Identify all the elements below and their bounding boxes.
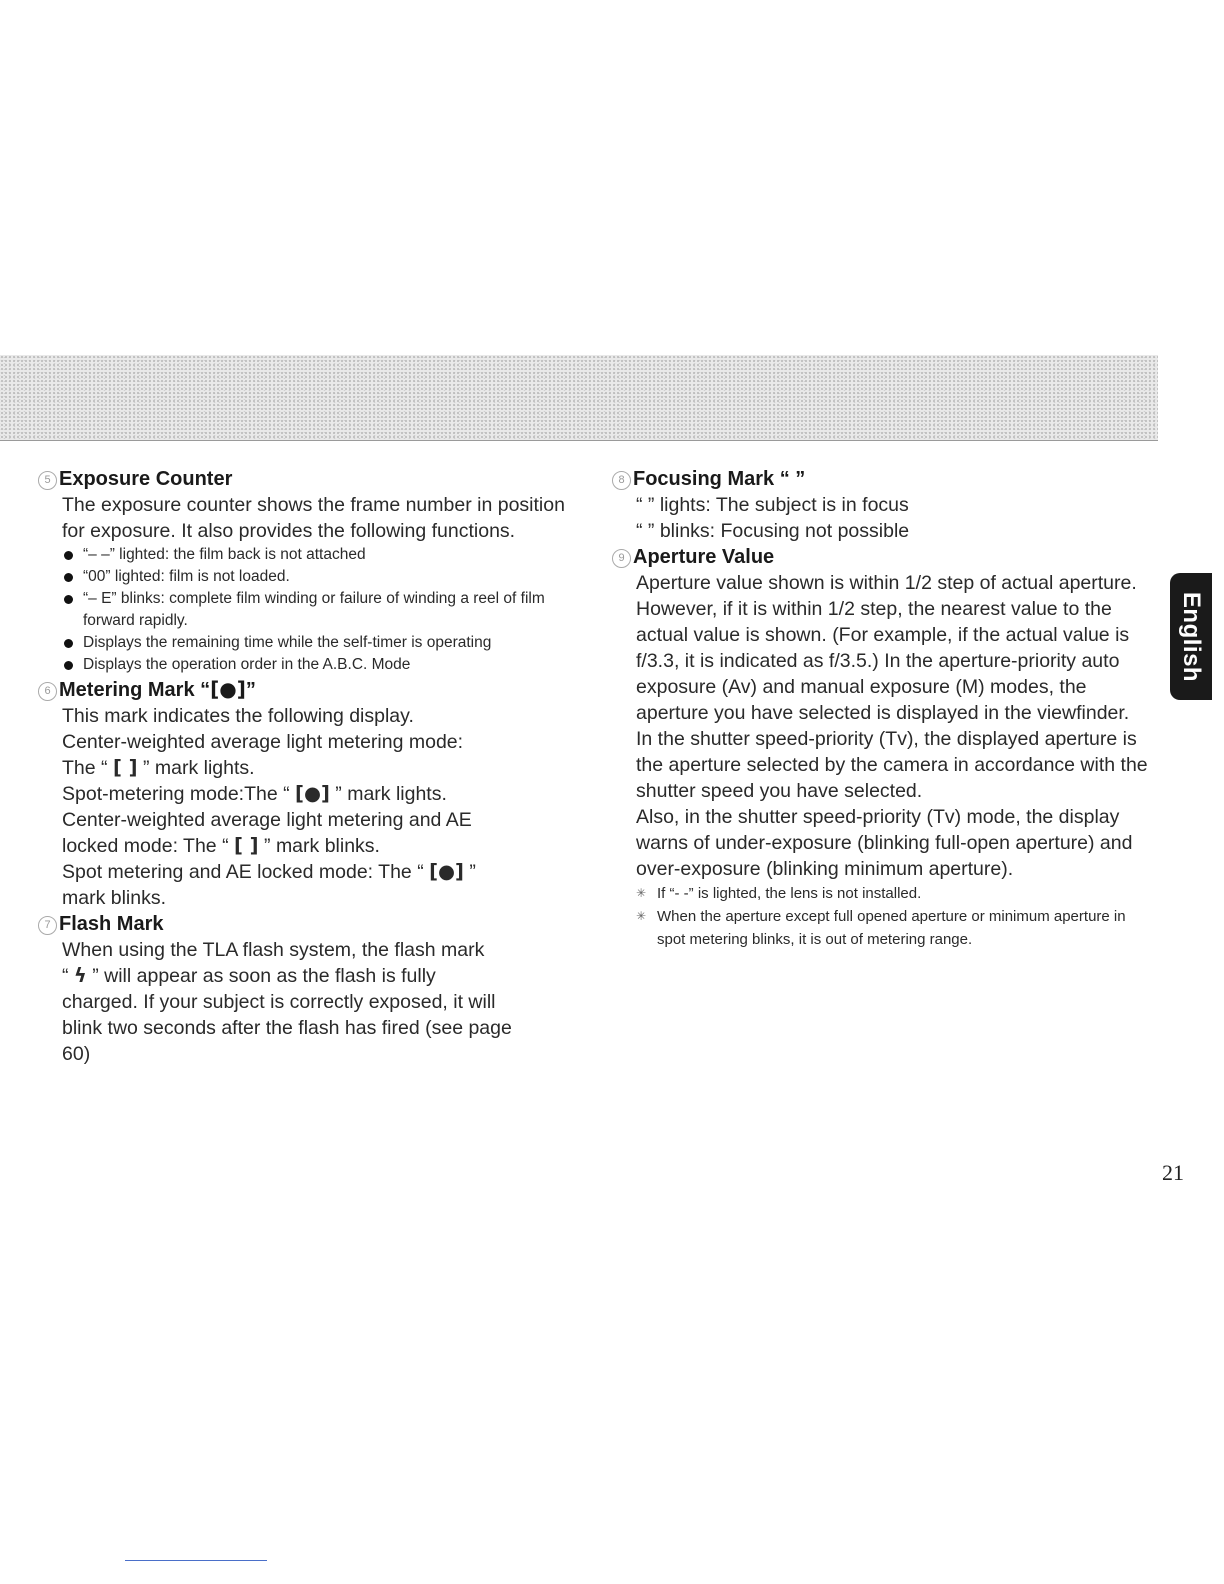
page-number: 21 [1162,1160,1184,1185]
section-body [612,570,1152,951]
text-fragment: ” mark lights. [137,757,255,779]
section-body [38,937,583,1067]
footer-rule [125,1560,267,1561]
list-item: “– E” blinks: complete film winding or failure of winding a reel of film forward rapidly. [62,588,583,632]
list-item: Displays the operation order in the A.B.C. Mode [62,654,583,676]
section-heading [38,466,583,492]
title-close-quote: ” [245,679,256,701]
flash-icon: ϟ [73,964,87,987]
text-line [62,963,583,989]
left-column [38,466,583,1067]
section-body [38,703,583,911]
spot-metering-icon: [●] [210,677,246,701]
section-title: Metering Mark “ [59,679,211,701]
paragraph: Also, in the shutter speed-priority (Tv) mode, the display warns of under-exposure (blinking full-open aperture) and over-exposure (blinking minimum aperture). [636,806,1133,880]
note-list [636,882,1152,951]
language-tab-label: English [1178,591,1206,682]
text-line: “ ” lights: The subject is in focus [636,494,909,516]
text-fragment: “ [62,965,74,987]
text-fragment: locked mode: The “ [62,835,234,857]
section-body [38,492,583,676]
text-line: Center-weighted average light metering mode: [62,731,464,753]
text-line: charged. If your subject is correctly exposed, it will [62,991,496,1013]
text-line: When using the TLA flash system, the flash mark [62,939,485,961]
text-fragment: ” [463,861,476,883]
section-heading [612,544,1152,570]
text-line: blink two seconds after the flash has fired (see page [62,1017,512,1039]
text-line [62,859,583,885]
section-aperture-value [612,544,1152,951]
text-fragment: ” will appear as soon as the flash is fully [86,965,436,987]
section-focusing-mark [612,466,1152,544]
text-fragment: ” mark blinks. [258,835,380,857]
text-line [62,781,583,807]
list-item: “00” lighted: film is not loaded. [62,566,583,588]
header-halftone-band [0,355,1158,441]
text-line: This mark indicates the following display. [62,705,414,727]
text-line: Center-weighted average light metering and AE [62,809,472,831]
center-weighted-icon: [ ] [233,834,259,857]
paragraph: Aperture value shown is within 1/2 step of actual aperture. [636,572,1137,594]
section-title: Aperture Value [633,546,775,568]
function-list [62,544,583,676]
item-number-badge: 7 [38,916,57,935]
list-item: Displays the remaining time while the self-timer is operating [62,632,583,654]
intro-paragraph: The exposure counter shows the frame number in position for exposure. It also provides the following functions. [62,494,565,542]
language-tab [1170,573,1212,700]
text-fragment: Spot-metering mode:The “ [62,783,296,805]
text-fragment: ” mark lights. [329,783,447,805]
section-heading [38,911,583,937]
item-number-badge: 8 [612,471,631,490]
text-line: “ ” blinks: Focusing not possible [636,520,910,542]
section-body [612,492,1152,544]
item-number-badge: 9 [612,549,631,568]
section-heading [38,676,583,703]
list-item: “– –” lighted: the film back is not attached [62,544,583,566]
right-column [612,466,1152,951]
section-metering-mark [38,676,583,911]
note-item: ✳ When the aperture except full opened aperture or minimum aperture in spot metering blinks, it is out of metering range. [636,905,1152,951]
spot-metering-icon: [●] [429,860,464,883]
section-title: Exposure Counter [59,468,233,490]
text-line: mark blinks. [62,887,167,909]
section-exposure-counter [38,466,583,676]
text-line [62,755,583,781]
note-item: ✳ If “- -” is lighted, the lens is not installed. [636,882,1152,905]
section-title: Focusing Mark “ ” [633,468,806,490]
section-title: Flash Mark [59,913,164,935]
paragraph: In the shutter speed-priority (Tv), the displayed aperture is the aperture selected by the camera in accordance with the shutter speed you have selected. [636,728,1148,802]
item-number-badge: 5 [38,471,57,490]
paragraph: However, if it is within 1/2 step, the nearest value to the actual value is shown. (For example, if the actual value is f/3.3, it is indicated as f/3.5.) In the aperture-priority auto exposure (Av) and manual exposure (M) modes, the aperture you have selected is displayed in the viewfinder. [636,598,1130,724]
section-heading [612,466,1152,492]
section-flash-mark [38,911,583,1067]
text-fragment: The “ [62,757,113,779]
center-weighted-icon: [ ] [112,756,138,779]
text-line: 60) [62,1043,91,1065]
item-number-badge: 6 [38,682,57,701]
spot-metering-icon: [●] [295,782,330,805]
text-fragment: Spot metering and AE locked mode: The “ [62,861,430,883]
text-line [62,833,583,859]
